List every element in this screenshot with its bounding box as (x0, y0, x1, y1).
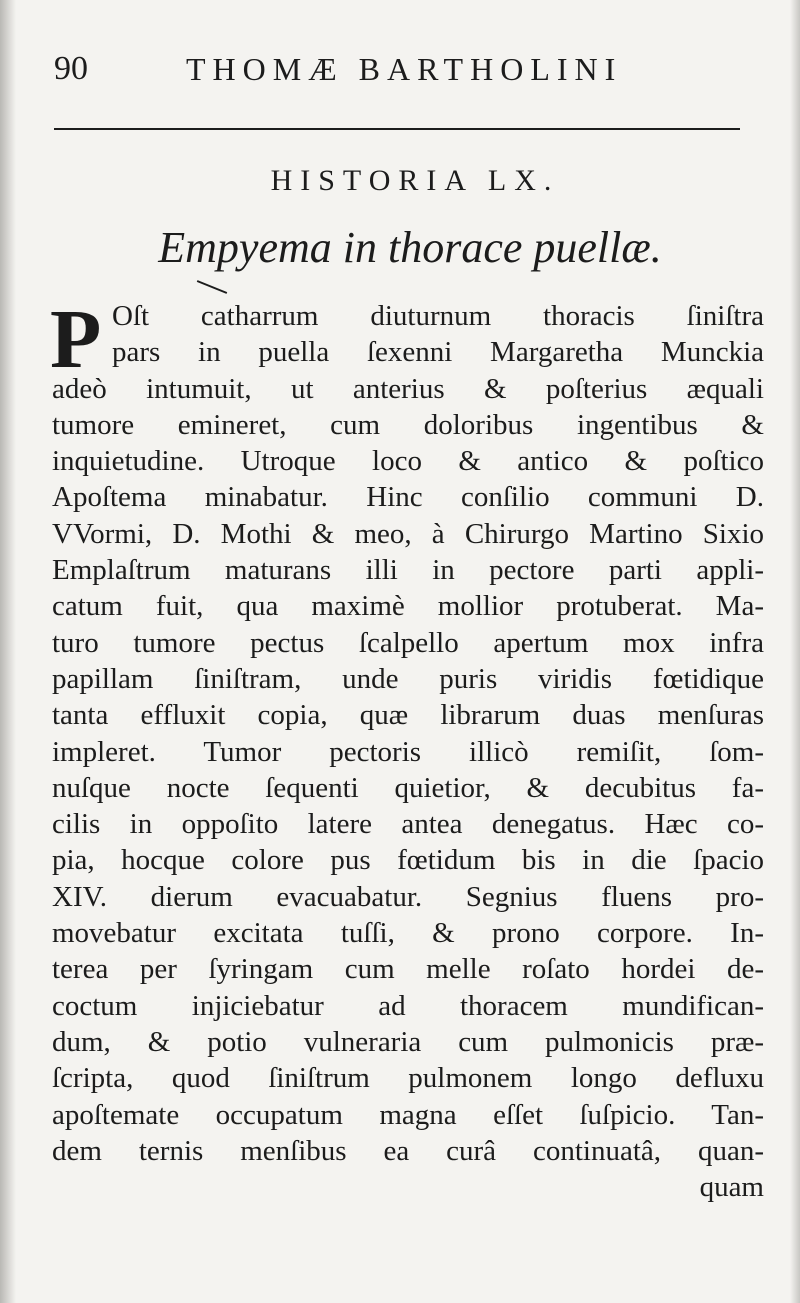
text-line: nuſque nocte ſequenti quietior, & decubitus fa- (52, 771, 764, 804)
text-line: apoſtemate occupatum magna eſſet ſuſpicio. Tan- (52, 1098, 764, 1131)
text-line: impleret. Tumor pectoris illicò remiſit, ſom- (52, 735, 764, 768)
text-line: terea per ſyringam cum melle roſato hordei de- (52, 953, 764, 986)
running-title: THOMÆ BARTHOLINI (186, 51, 623, 87)
drop-cap: P (50, 293, 102, 386)
text-line: coctum injiciebatur ad thoracem mundifican- (52, 989, 764, 1022)
text-line: pia, hocque colore pus fœtidum bis in die ſpacio (52, 844, 764, 877)
text-line: turo tumore pectus ſcalpello apertum mox infra (52, 626, 764, 659)
text-line: catum fuit, qua maximè mollior protuberat. Ma- (52, 590, 764, 623)
text-line: Oſt catharrum diuturnum thoracis ſiniſtra (112, 300, 764, 332)
text-line: Emplaſtrum maturans illi in pectore parti appli- (52, 554, 764, 587)
text-line: VVormi, D. Mothi & meo, à Chirurgo Martino Sixio (52, 517, 764, 550)
text-line: pars in puella ſexenni Margaretha Munckia (112, 336, 764, 369)
text-line: movebatur excitata tuſſi, & prono corpore. In- (52, 917, 764, 950)
catchword: quam (699, 1171, 764, 1204)
text-line: Apoſtema minabatur. Hinc conſilio communi D. (52, 481, 764, 514)
text-line: dem ternis menſibus ea curâ continuatâ, quan- (52, 1134, 764, 1167)
header-rule (54, 128, 740, 130)
text-line: ſcripta, quod ſiniſtrum pulmonem longo defluxu (52, 1062, 764, 1095)
text-line: papillam ſiniſtram, unde puris viridis fœtidique (52, 662, 764, 695)
text-line: XIV. dierum evacuabatur. Segnius fluens pro- (52, 880, 764, 913)
text-line: cilis in oppoſito latere antea denegatus. Hæc co- (52, 808, 764, 841)
text-line: inquietudine. Utroque loco & antico & poſtico (52, 445, 764, 478)
page-number: 90 (54, 50, 88, 87)
body-text (50, 293, 764, 1205)
section-heading: HISTORIA LX. (270, 164, 560, 197)
stray-mark (197, 280, 227, 294)
text-line: dum, & potio vulneraria cum pulmonicis præ- (52, 1025, 764, 1058)
text-line: adeò intumuit, ut anterius & poſterius æquali (52, 372, 764, 405)
text-line: tumore emineret, cum doloribus ingentibus & (52, 408, 764, 441)
text-line: tanta effluxit copia, quæ librarum duas menſuras (52, 699, 764, 732)
section-subtitle: Empyema in thorace puellæ. (158, 223, 662, 272)
running-head (54, 44, 754, 94)
